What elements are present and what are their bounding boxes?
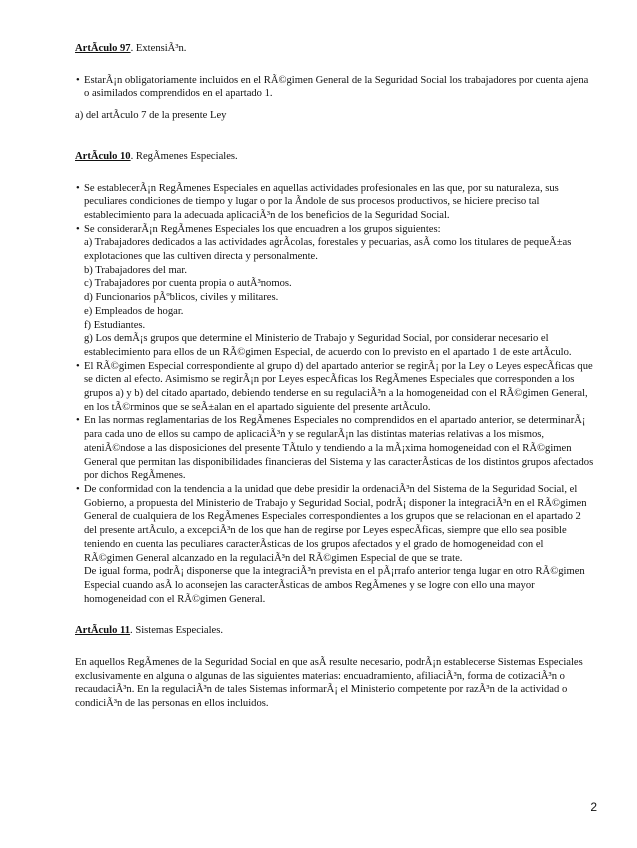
- article-10-bullet-5: De conformidad con la tendencia a la unidad que debe presidir la ordenaciÃ³n del Sistema de la Seguridad Social, el Gobierno, a propuesta del Ministerio de Trabajo y Seguridad Social, podrÃ¡ disponer la integraciÃ³n en el RÃ©gimen General de cualquiera de los RegÃmenes Especiales correspondientes a los grupos que se relacionan en el apartado 2 del presente artÃculo, a excepciÃ³n de los que han de regirse por Leyes especÃficas, siempre que ello sea posible teniendo en cuenta las peculiares caracterÃsticas de los grupos afectados y el grado de homogeneidad con el RÃ©gimen General alcanzado en la regulaciÃ³n del RÃ©gimen Especial de que se trate.: [84, 483, 587, 564]
- list-item: [75, 360, 595, 415]
- article-97-bullet-text: EstarÃ¡n obligatoriamente incluidos en el RÃ©gimen General de la Seguridad Social los trabajadores por cuenta ajena o asimilados comprendidos en el apartado 1.: [84, 74, 589, 100]
- article-11-paragraph: En aquellos RegÃmenes de la Seguridad Social en que asÃ resulte necesario, podrÃ¡n establecerse Sistemas Especiales exclusivamente en alguna o algunas de las siguientes materias: encuadramiento, afiliaciÃ³n, forma de cotizaciÃ³n o recaudaciÃ³n. En la regulaciÃ³n de tales Sistemas informarÃ¡ el Ministerio competente por razÃ³n de la actividad o condiciÃ³n de las personas en ellos incluidos.: [75, 657, 583, 710]
- bullet-icon: •: [76, 74, 80, 86]
- bullet-icon: •: [76, 223, 80, 235]
- article-97-list: [75, 74, 595, 101]
- list-item: [75, 74, 595, 101]
- group-item-g: g) Los demÃ¡s grupos que determine el Ministerio de Trabajo y Seguridad Social, por considerar necesario el establecimiento para ellos de un RÃ©gimen Especial, de acuerdo con lo previsto en el apartado 1 de este artÃculo.: [84, 333, 572, 358]
- article-10-heading: [75, 150, 595, 164]
- article-10-title: . RegÃmenes Especiales.: [130, 150, 238, 162]
- article-97-note: a) del artÃculo 7 de la presente Ley: [75, 110, 227, 122]
- bullet-icon: •: [76, 182, 80, 194]
- article-10-bullet-4: En las normas reglamentarias de los RegÃmenes Especiales no comprendidos en el apartado anterior, se determinarÃ¡ para cada uno de ellos su campo de aplicaciÃ³n y se regularÃ¡n las distintas materias relativas a los mismos, ateniÃ©ndose a las disposiciones del presente TÃtulo y tendiendo a la mÃ¡xima homogeneidad con el RÃ©gimen General que permitan las disponibilidades financieras del Sistema y las caracterÃsticas de los distintos grupos afectados por dichos RegÃmenes.: [84, 415, 594, 482]
- article-10-bullet-2-intro: Se considerarÃ¡n RegÃmenes Especiales los que encuadren a los grupos siguientes:: [84, 223, 441, 235]
- article-97-heading: [75, 42, 595, 56]
- article-10-label: ArtÃculo 10: [75, 150, 131, 162]
- article-11-label: ArtÃculo 11: [75, 625, 131, 637]
- bullet-icon: •: [76, 360, 80, 372]
- group-item-f: f) Estudiantes.: [84, 319, 146, 331]
- document-page: [75, 42, 595, 711]
- article-10-list: [75, 182, 595, 607]
- bullet-icon: •: [76, 483, 80, 495]
- list-item: [75, 223, 595, 360]
- article-10-bullet-1: Se establecerÃ¡n RegÃmenes Especiales en aquellas actividades profesionales en las que, por su naturaleza, sus peculiares condiciones de tiempo y lugar o por la Ãndole de sus procesos productivos, se hiciere preciso tal establecimiento para la adecuada aplicaciÃ³n de los beneficios de la Seguridad Social.: [84, 182, 559, 221]
- group-item-c: c) Trabajadores por cuenta propia o autÃ³nomos.: [84, 278, 292, 290]
- list-item: [75, 182, 595, 223]
- article-97-label: ArtÃculo 97: [75, 43, 131, 54]
- article-10-bullet-5-cont: De igual forma, podrÃ¡ disponerse que la integraciÃ³n prevista en el pÃ¡rrafo anterior tenga lugar en otro RÃ©gimen Especial cuando asÃ lo aconsejen las caracterÃsticas de ambos RegÃmenes y se logre con ello una mayor homogeneidad con el RÃ©gimen General.: [84, 566, 585, 605]
- group-item-a: a) Trabajadores dedicados a las actividades agrÃcolas, forestales y pecuarias, asÃ como los titulares de pequeÃ±as explotaciones que las cultiven directa y personalmente.: [84, 237, 572, 263]
- list-item: [75, 483, 595, 606]
- group-item-d: d) Funcionarios pÃºblicos, civiles y militares.: [84, 292, 279, 304]
- article-10-bullet-3: El RÃ©gimen Especial correspondiente al grupo d) del apartado anterior se regirÃ¡ por la Ley o Leyes especÃficas que se dicten al efecto. Asimismo se regirÃ¡n por Leyes especÃficas los RegÃmenes Especiales que corresponden a los grupos a) y b) del citado apartado, debiendo tenderse en su regulaciÃ³n a la homogeneidad con el RÃ©gimen General, en los tÃ©rminos que se seÃ±alan en el apartado siguiente del presente artÃculo.: [84, 360, 593, 413]
- group-item-b: b) Trabajadores del mar.: [84, 264, 187, 276]
- bullet-icon: •: [76, 415, 80, 427]
- article-97-title: . ExtensiÃ³n.: [130, 43, 187, 54]
- page-number: 2: [590, 800, 597, 814]
- list-item: [75, 414, 595, 483]
- group-item-e: e) Empleados de hogar.: [84, 305, 184, 317]
- article-11-title: . Sistemas Especiales.: [130, 625, 224, 637]
- article-11-heading: [75, 624, 595, 638]
